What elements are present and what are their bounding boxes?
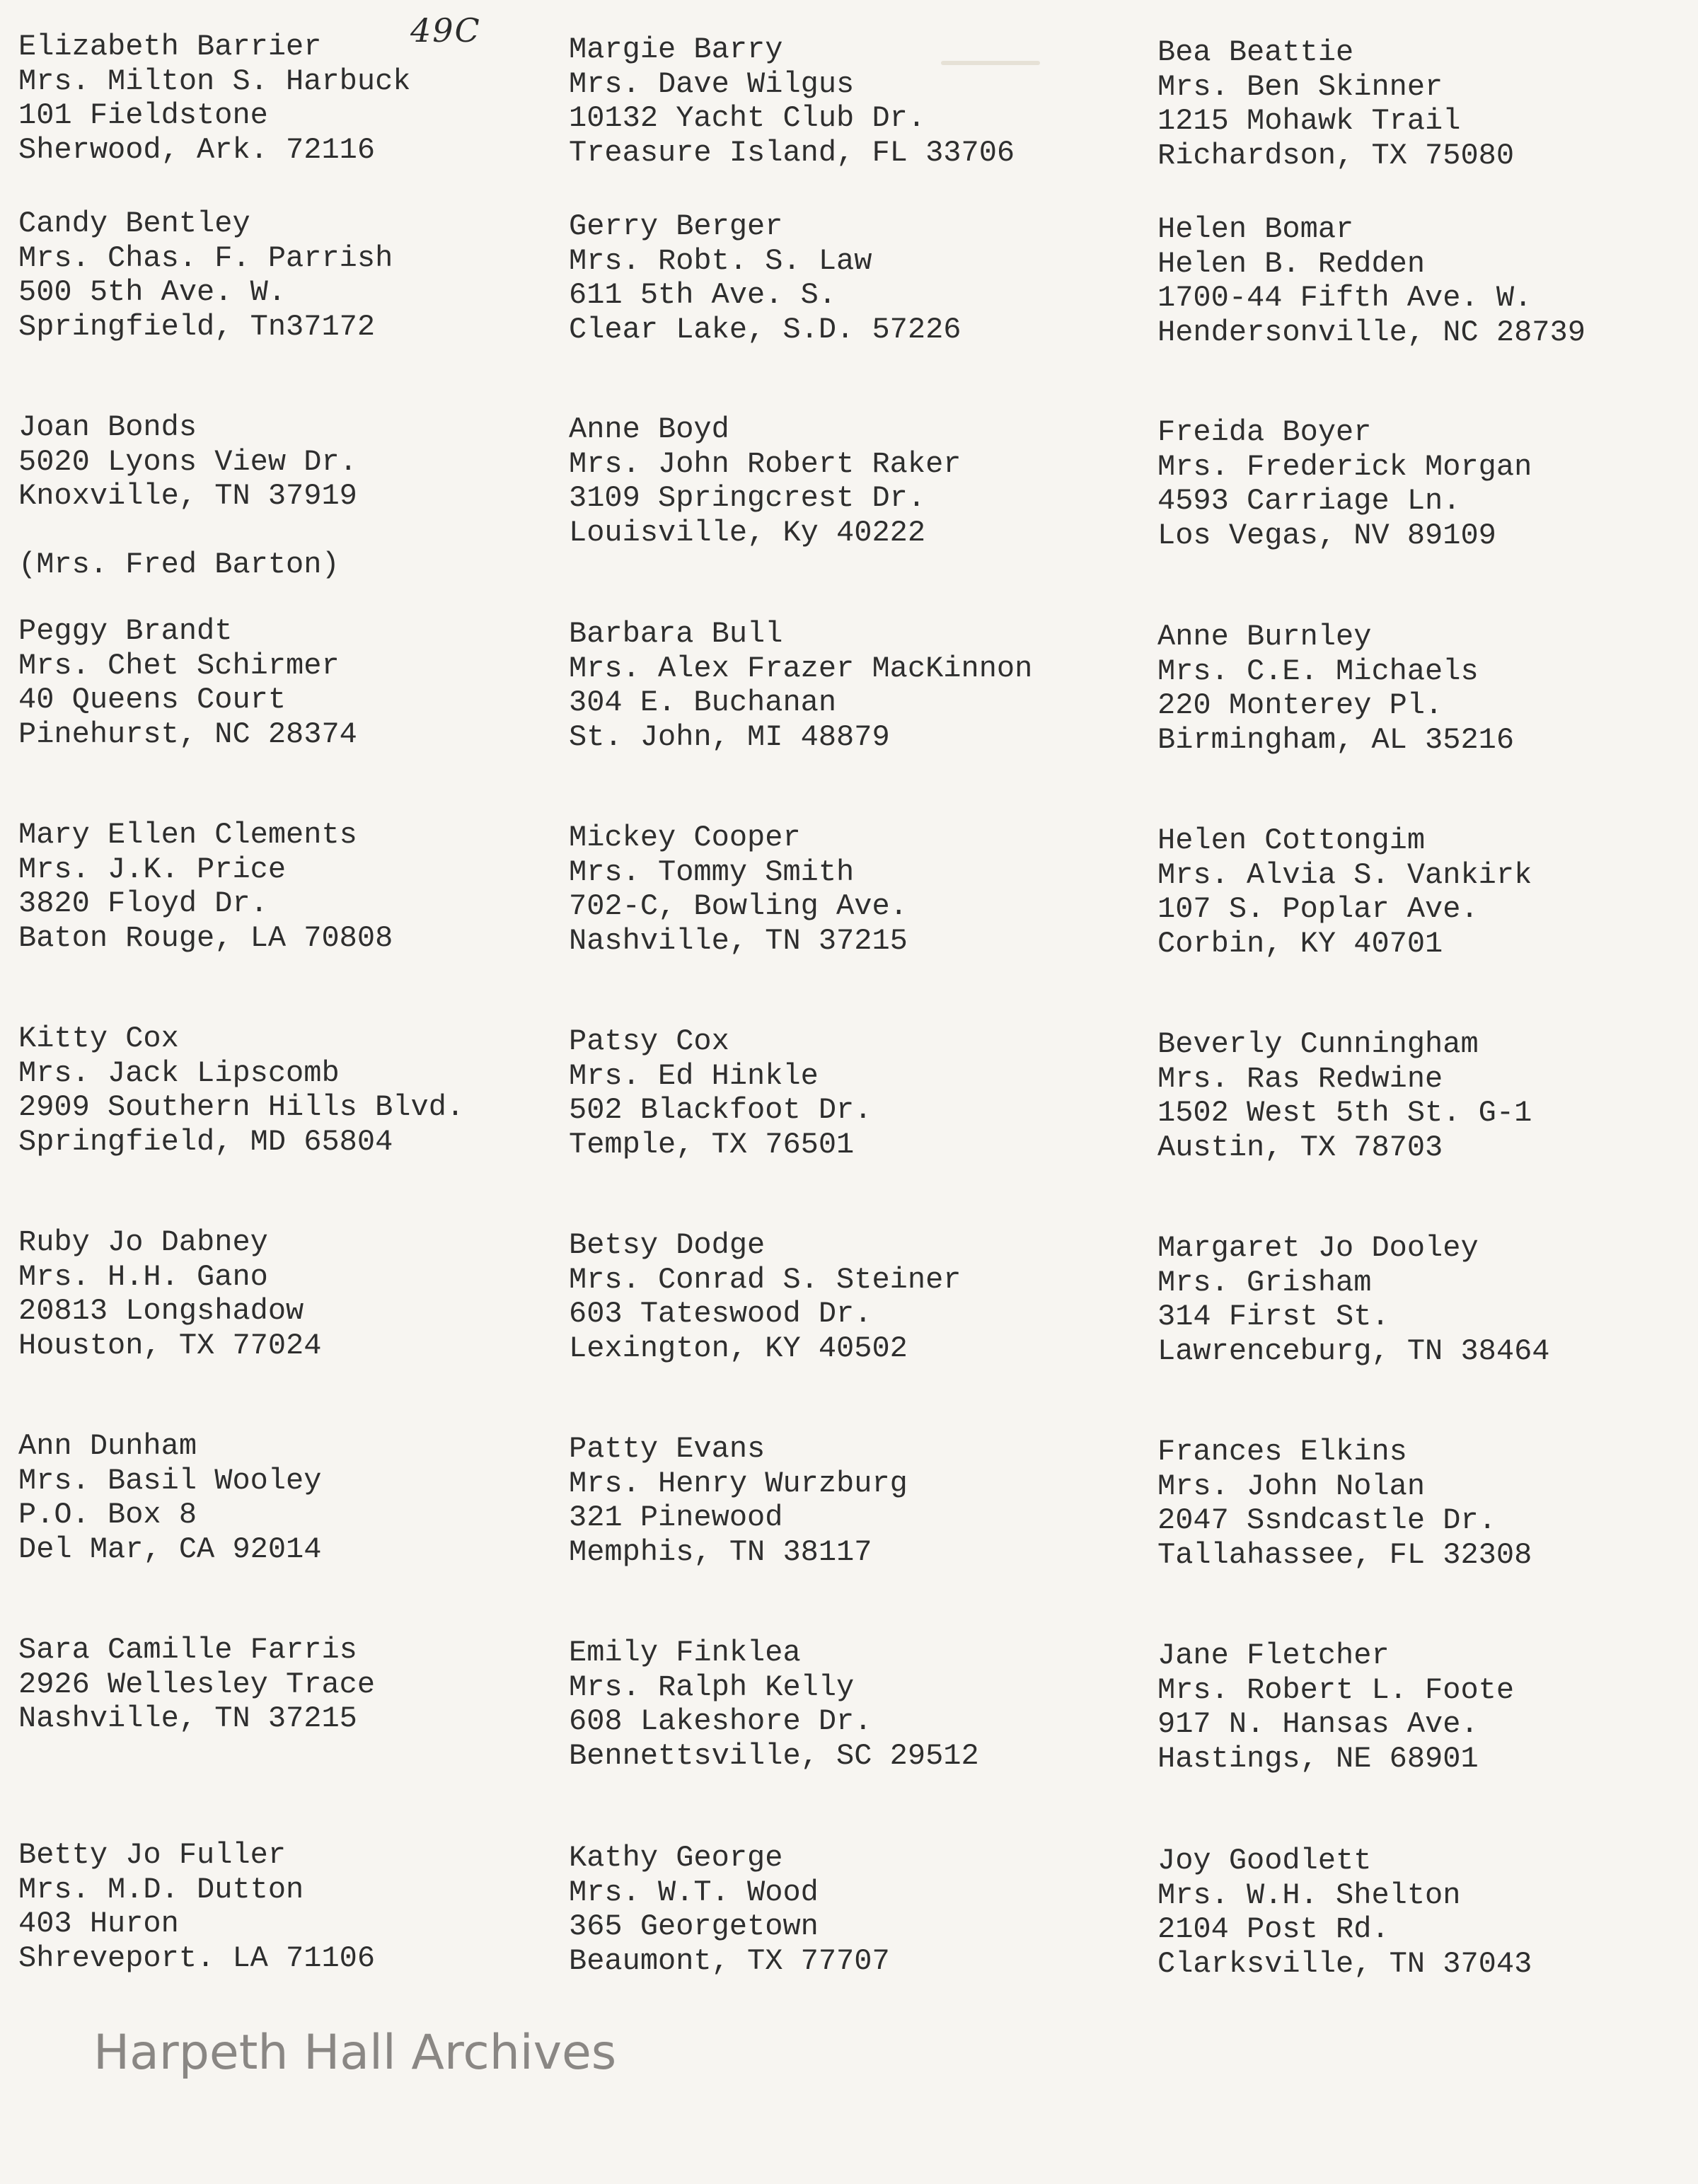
entry-name: Elizabeth Barrier	[18, 30, 322, 64]
entry-name: Mary Ellen Clements	[18, 818, 357, 852]
entry-line: Mrs. C.E. Michaels	[1157, 654, 1479, 688]
entry-line: Baton Rouge, LA 70808	[18, 920, 393, 955]
entry-line: Austin, TX 78703	[1157, 1130, 1443, 1165]
entry-line: Louisville, Ky 40222	[569, 515, 926, 550]
address-entry	[569, 1228, 961, 1365]
entry-line: 2047 Ssndcastle Dr.	[1157, 1503, 1496, 1537]
entry-line: 702-C, Bowling Ave.	[569, 889, 908, 923]
entry-line: 403 Huron	[18, 1907, 179, 1941]
entry-line: 3109 Springcrest Dr.	[569, 481, 926, 515]
entry-name: Joan Bonds	[18, 410, 197, 444]
address-entry	[1157, 212, 1586, 349]
entry-line: 1700-44 Fifth Ave. W.	[1157, 281, 1532, 315]
entry-line: Mrs. Dave Wilgus	[569, 67, 855, 101]
entry-line: Mrs. John Nolan	[1157, 1469, 1426, 1503]
entry-line: Springfield, MD 65804	[18, 1124, 393, 1159]
entry-name: Helen Bomar	[1157, 212, 1354, 246]
entry-name: Barbara Bull	[569, 617, 783, 651]
entry-line: Springfield, Tn37172	[18, 309, 376, 344]
entry-name: Anne Burnley	[1157, 620, 1372, 654]
entry-line: 4593 Carriage Ln.	[1157, 484, 1461, 518]
address-entry	[18, 614, 357, 751]
entry-name: Helen Cottongim	[1157, 824, 1426, 857]
married-name-note: (Mrs. Fred Barton)	[18, 548, 340, 582]
entry-line: Clarksville, TN 37043	[1157, 1946, 1532, 1981]
address-entry	[569, 1841, 890, 1978]
address-entry	[1157, 1027, 1532, 1165]
entry-line: Houston, TX 77024	[18, 1328, 322, 1363]
entry-line: Treasure Island, FL 33706	[569, 135, 1015, 170]
address-entry	[18, 207, 393, 344]
address-entry	[569, 209, 961, 347]
entry-line: Mrs. W.T. Wood	[569, 1875, 819, 1909]
entry-line: 611 5th Ave. S.	[569, 278, 837, 312]
entry-line: 101 Fieldstone	[18, 98, 268, 132]
entry-line: Mrs. Milton S. Harbuck	[18, 64, 411, 98]
address-entry	[1157, 1844, 1532, 1981]
address-entry	[1157, 1231, 1550, 1368]
handwritten-note: 49C	[410, 11, 481, 50]
entry-line: Knoxville, TN 37919	[18, 479, 357, 513]
address-entry	[1157, 35, 1514, 173]
entry-name: Peggy Brandt	[18, 614, 233, 648]
entry-line: Birmingham, AL 35216	[1157, 722, 1515, 757]
entry-line: Mrs. Alvia S. Vankirk	[1157, 857, 1532, 892]
address-entry	[569, 412, 961, 550]
entry-line: Memphis, TN 38117	[569, 1535, 872, 1569]
entry-name: Gerry Berger	[569, 209, 783, 243]
entry-name: Bea Beattie	[1157, 35, 1354, 69]
entry-name: Kathy George	[569, 1841, 783, 1875]
entry-name: Betsy Dodge	[569, 1228, 766, 1262]
entry-line: Mrs. Grisham	[1157, 1265, 1372, 1300]
entry-line: Hastings, NE 68901	[1157, 1741, 1479, 1776]
entry-line: Mrs. M.D. Dutton	[18, 1872, 304, 1907]
address-entry	[18, 1633, 375, 1736]
entry-line: Corbin, KY 40701	[1157, 926, 1443, 961]
address-entry	[1157, 620, 1514, 757]
address-entry	[18, 1022, 464, 1159]
entry-name: Sara Camille Farris	[18, 1633, 357, 1667]
entry-name: Anne Boyd	[569, 412, 729, 446]
entry-line: 40 Queens Court	[18, 683, 287, 717]
entry-line: Pinehurst, NC 28374	[18, 717, 357, 751]
entry-line: Mrs. H.H. Gano	[18, 1259, 268, 1294]
entry-line: 314 First St.	[1157, 1300, 1390, 1334]
entry-line: Mrs. Tommy Smith	[569, 855, 855, 889]
entry-line: Mrs. John Robert Raker	[569, 446, 961, 481]
entry-name: Candy Bentley	[18, 207, 250, 241]
entry-line: Hendersonville, NC 28739	[1157, 315, 1586, 349]
entry-line: Lexington, KY 40502	[569, 1331, 908, 1365]
address-entry	[18, 30, 411, 167]
entry-line: 365 Georgetown	[569, 1909, 819, 1943]
entry-line: 20813 Longshadow	[18, 1294, 304, 1328]
entry-line: 3820 Floyd Dr.	[18, 886, 268, 920]
address-entry	[569, 1432, 908, 1569]
entry-line: 2909 Southern Hills Blvd.	[18, 1090, 465, 1124]
entry-name: Kitty Cox	[18, 1022, 179, 1056]
entry-line: Mrs. W.H. Shelton	[1157, 1878, 1461, 1912]
address-entry	[18, 818, 393, 955]
entry-line: Mrs. Frederick Morgan	[1157, 449, 1532, 484]
entry-name: Freida Boyer	[1157, 415, 1372, 449]
entry-line: Shreveport. LA 71106	[18, 1941, 376, 1975]
entry-line: Mrs. Robert L. Foote	[1157, 1672, 1515, 1707]
entry-line: Helen B. Redden	[1157, 246, 1426, 281]
entry-line: Tallahassee, FL 32308	[1157, 1537, 1532, 1572]
address-entry	[569, 617, 1032, 754]
address-entry	[18, 1429, 321, 1566]
entry-line: Beaumont, TX 77707	[569, 1943, 890, 1978]
entry-line: 917 N. Hansas Ave.	[1157, 1707, 1479, 1741]
entry-name: Jane Fletcher	[1157, 1639, 1390, 1672]
entry-line: Mrs. Robt. S. Law	[569, 243, 872, 278]
entry-line: Temple, TX 76501	[569, 1127, 855, 1162]
entry-line: Lawrenceburg, TN 38464	[1157, 1334, 1550, 1368]
entry-line: 2104 Post Rd.	[1157, 1912, 1390, 1946]
address-entry	[569, 821, 908, 958]
entry-line: 603 Tateswood Dr.	[569, 1297, 872, 1331]
address-entry	[1157, 415, 1532, 553]
entry-name: Beverly Cunningham	[1157, 1027, 1479, 1061]
address-entry	[569, 1636, 979, 1773]
entry-line: Del Mar, CA 92014	[18, 1532, 322, 1566]
address-entry	[1157, 1435, 1532, 1572]
address-entry	[18, 1225, 321, 1363]
entry-line: 2926 Wellesley Trace	[18, 1667, 376, 1701]
address-entry	[569, 33, 1015, 170]
entry-line: 500 5th Ave. W.	[18, 275, 287, 309]
entry-line: Mrs. Ras Redwine	[1157, 1061, 1443, 1096]
entry-line: Los Vegas, NV 89109	[1157, 518, 1496, 553]
entry-name: Betty Jo Fuller	[18, 1838, 287, 1872]
entry-name: Mickey Cooper	[569, 821, 801, 855]
entry-line: 321 Pinewood	[569, 1501, 783, 1535]
address-entry	[18, 410, 357, 514]
entry-line: Sherwood, Ark. 72116	[18, 132, 376, 167]
entry-line: Mrs. Alex Frazer MacKinnon	[569, 651, 1033, 686]
entry-line: 1502 West 5th St. G-1	[1157, 1096, 1532, 1130]
entry-line: 502 Blackfoot Dr.	[569, 1093, 872, 1127]
entry-name: Ann Dunham	[18, 1429, 197, 1463]
entry-line: Mrs. Conrad S. Steiner	[569, 1262, 961, 1297]
entry-line: Mrs. J.K. Price	[18, 852, 287, 886]
entry-line: Mrs. Henry Wurzburg	[569, 1466, 908, 1501]
entry-line: Nashville, TN 37215	[569, 923, 908, 958]
entry-line: Mrs. Ben Skinner	[1157, 69, 1443, 104]
entry-name: Patsy Cox	[569, 1024, 729, 1058]
entry-line: St. John, MI 48879	[569, 720, 890, 754]
entry-line: 107 S. Poplar Ave.	[1157, 892, 1479, 926]
entry-line: 304 E. Buchanan	[569, 686, 837, 720]
entry-line: Bennettsville, SC 29512	[569, 1738, 979, 1773]
entry-name: Frances Elkins	[1157, 1435, 1407, 1469]
address-entry	[1157, 1639, 1514, 1776]
entry-line: 608 Lakeshore Dr.	[569, 1704, 872, 1738]
entry-name: Margie Barry	[569, 33, 783, 67]
entry-line: 10132 Yacht Club Dr.	[569, 101, 926, 135]
entry-name: Margaret Jo Dooley	[1157, 1231, 1479, 1265]
entry-name: Patty Evans	[569, 1432, 766, 1466]
entry-line: 1215 Mohawk Trail	[1157, 104, 1461, 138]
entry-line: Mrs. Basil Wooley	[18, 1463, 322, 1498]
entry-line: P.O. Box 8	[18, 1498, 197, 1532]
entry-line: Mrs. Ralph Kelly	[569, 1670, 855, 1704]
entry-line: Richardson, TX 75080	[1157, 138, 1515, 173]
entry-name: Joy Goodlett	[1157, 1844, 1372, 1878]
address-entry	[18, 1838, 375, 1975]
entry-line: Clear Lake, S.D. 57226	[569, 312, 961, 347]
address-entry	[1157, 824, 1532, 961]
entry-name: Emily Finklea	[569, 1636, 801, 1670]
entry-line: Mrs. Jack Lipscomb	[18, 1056, 340, 1090]
entry-line: Mrs. Chas. F. Parrish	[18, 241, 393, 275]
archive-watermark: Harpeth Hall Archives	[93, 2025, 617, 2081]
address-entry	[569, 1024, 872, 1162]
entry-line: 220 Monterey Pl.	[1157, 688, 1443, 722]
entry-line: Mrs. Chet Schirmer	[18, 648, 340, 683]
entry-line: 5020 Lyons View Dr.	[18, 444, 357, 479]
entry-name: Ruby Jo Dabney	[18, 1225, 268, 1259]
entry-line: Mrs. Ed Hinkle	[569, 1058, 819, 1093]
entry-line: Nashville, TN 37215	[18, 1701, 357, 1735]
